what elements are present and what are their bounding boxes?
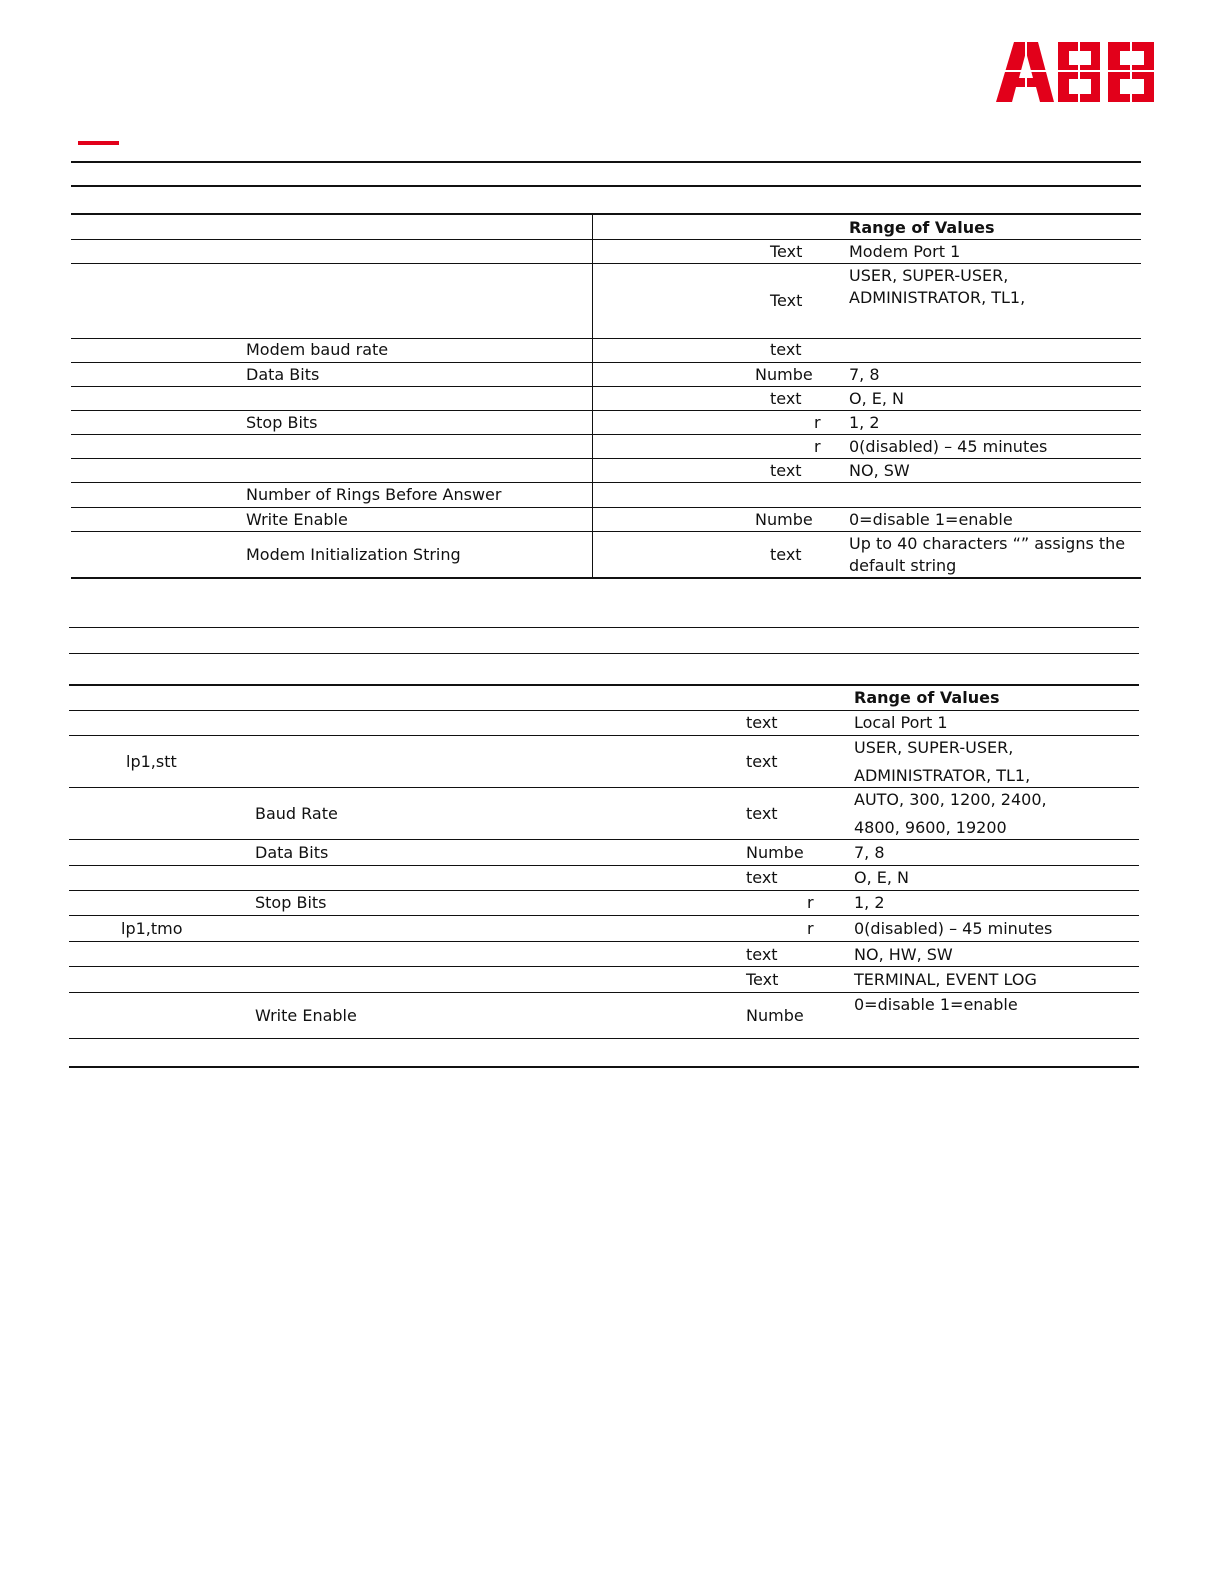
type-cell: text	[746, 713, 778, 732]
type-cell: text	[746, 868, 778, 887]
table-1-top-rule	[71, 161, 1141, 163]
type-cell: text	[770, 340, 802, 359]
row-divider	[69, 890, 1139, 891]
range-cell: Modem Port 1	[849, 242, 961, 261]
type-cell: text	[770, 545, 802, 564]
range-cell: AUTO, 300, 1200, 2400,	[854, 790, 1047, 809]
code-cell: lp1,stt	[126, 752, 177, 771]
table-2-rule	[69, 653, 1139, 654]
range-cell: ADMINISTRATOR, TL1,	[849, 288, 1026, 307]
range-of-values-header: Range of Values	[854, 688, 1000, 707]
parameter-cell: Write Enable	[255, 1006, 357, 1025]
range-cell: 1, 2	[849, 413, 880, 432]
parameter-cell: Stop Bits	[255, 893, 327, 912]
type-cell: text	[746, 945, 778, 964]
parameter-cell: Stop Bits	[246, 413, 318, 432]
row-divider	[71, 458, 1141, 459]
type-cell: Text	[770, 291, 803, 310]
row-divider	[71, 338, 1141, 339]
type-cell: r	[814, 413, 821, 432]
type-cell: Numbe	[755, 365, 813, 384]
range-cell: 4800, 9600, 19200	[854, 818, 1007, 837]
type-cell: r	[807, 919, 814, 938]
parameter-cell: Baud Rate	[255, 804, 338, 823]
row-divider	[69, 865, 1139, 866]
range-cell: TERMINAL, EVENT LOG	[854, 970, 1037, 989]
range-cell: 7, 8	[849, 365, 880, 384]
range-cell: NO, SW	[849, 461, 910, 480]
range-cell: 0=disable 1=enable	[854, 995, 1018, 1014]
row-divider	[69, 787, 1139, 788]
accent-bar	[78, 141, 119, 145]
type-cell: Text	[770, 242, 803, 261]
table-2-bottom-rule	[69, 1066, 1139, 1068]
range-cell: 7, 8	[854, 843, 885, 862]
parameter-cell: Number of Rings Before Answer	[246, 485, 502, 504]
row-divider	[71, 482, 1141, 483]
range-cell: 0(disabled) – 45 minutes	[849, 437, 1048, 456]
range-cell: ADMINISTRATOR, TL1,	[854, 766, 1031, 785]
range-cell: Up to 40 characters “” assigns the	[849, 534, 1126, 553]
row-divider	[71, 239, 1141, 240]
type-cell: r	[807, 893, 814, 912]
code-cell: lp1,tmo	[121, 919, 183, 938]
row-divider	[69, 710, 1139, 711]
row-divider	[69, 735, 1139, 736]
range-cell: 1, 2	[854, 893, 885, 912]
row-divider	[69, 941, 1139, 942]
range-cell: USER, SUPER-USER,	[854, 738, 1014, 757]
parameter-cell: Data Bits	[246, 365, 320, 384]
table-2-top-rule	[69, 627, 1139, 628]
parameter-cell: Data Bits	[255, 843, 329, 862]
type-cell: r	[814, 437, 821, 456]
range-of-values-header: Range of Values	[849, 218, 995, 237]
range-cell: USER, SUPER-USER,	[849, 266, 1009, 285]
type-cell: text	[746, 752, 778, 771]
table-1-column-divider	[592, 213, 593, 578]
table-1-rule	[71, 185, 1141, 187]
type-cell: text	[770, 461, 802, 480]
type-cell: Text	[746, 970, 779, 989]
range-cell: NO, HW, SW	[854, 945, 953, 964]
type-cell: Numbe	[746, 843, 804, 862]
range-cell: 0(disabled) – 45 minutes	[854, 919, 1053, 938]
row-divider	[71, 386, 1141, 387]
range-cell: O, E, N	[854, 868, 910, 887]
table-1-bottom-rule	[71, 577, 1141, 579]
row-divider	[69, 966, 1139, 967]
table-2-header-rule	[69, 684, 1139, 686]
type-cell: text	[770, 389, 802, 408]
range-cell: O, E, N	[849, 389, 905, 408]
type-cell: Numbe	[755, 510, 813, 529]
parameter-cell: Modem baud rate	[246, 340, 389, 359]
row-divider	[71, 507, 1141, 508]
row-divider	[69, 992, 1139, 993]
table-1-header-rule	[71, 213, 1141, 215]
row-divider	[69, 839, 1139, 840]
abb-logo	[996, 42, 1156, 102]
range-cell: default string	[849, 556, 957, 575]
parameter-cell: Write Enable	[246, 510, 348, 529]
type-cell: Numbe	[746, 1006, 804, 1025]
row-divider	[71, 263, 1141, 264]
row-divider	[71, 434, 1141, 435]
row-divider	[71, 531, 1141, 532]
range-cell: Local Port 1	[854, 713, 948, 732]
type-cell: text	[746, 804, 778, 823]
row-divider	[69, 915, 1139, 916]
row-divider	[71, 362, 1141, 363]
range-cell: 0=disable 1=enable	[849, 510, 1013, 529]
parameter-cell: Modem Initialization String	[246, 545, 461, 564]
row-divider	[71, 410, 1141, 411]
row-divider	[69, 1038, 1139, 1039]
